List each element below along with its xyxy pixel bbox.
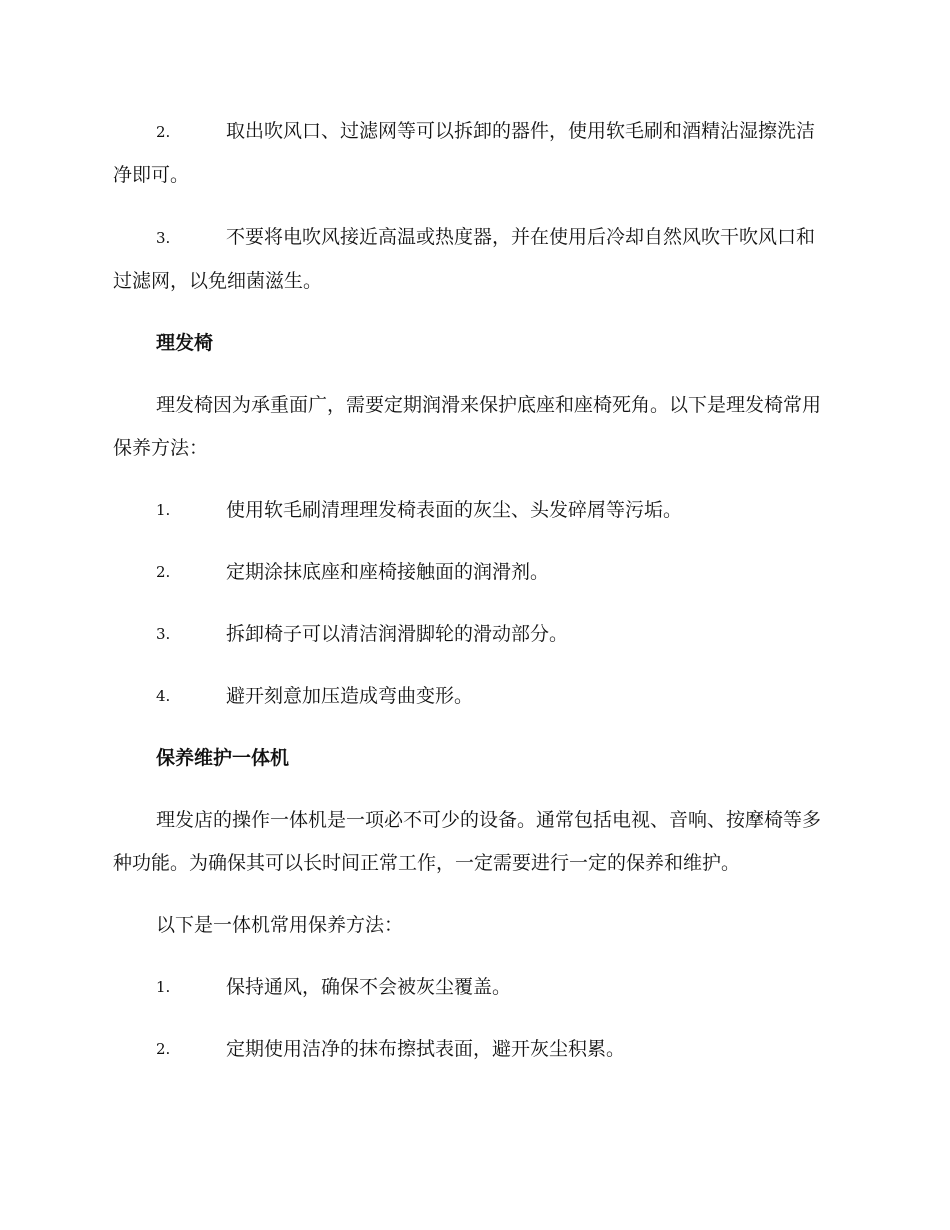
list-item [113,551,833,594]
list-text: 避开刻意加压造成弯曲变形。 [226,685,474,707]
list-item [113,489,833,532]
list-item [113,966,833,1009]
list-number: 2. [156,123,171,141]
list-number: 2. [156,1040,171,1058]
list-text: 定期涂抹底座和座椅接触面的润滑剂。 [226,561,550,583]
list-number: 1. [156,978,171,996]
list-number: 2. [156,563,171,581]
list-number: 1. [156,501,171,519]
list-item [113,216,833,303]
list-item [113,613,833,656]
list-item [113,1028,833,1071]
section-heading: 保养维护一体机 [156,747,290,769]
list-text: 保持通风，确保不会被灰尘覆盖。 [226,976,512,998]
list-text: 取出吹风口、过滤网等可以拆卸的器件，使用软毛刷和酒精沾湿擦洗洁净即可。 [113,120,816,186]
list-number: 4. [156,687,171,705]
list-text: 不要将电吹风接近高温或热度器，并在使用后冷却自然风吹干吹风口和过滤网，以免细菌滋生。 [113,226,816,292]
list-item [113,675,833,718]
document-body [113,110,833,1090]
section-paragraph: 理发椅因为承重面广，需要定期润滑来保护底座和座椅死角。以下是理发椅常用保养方法： [113,394,822,459]
section-paragraph: 以下是一体机常用保养方法： [156,914,404,936]
section-heading: 理发椅 [156,332,214,354]
list-number: 3. [156,625,171,643]
list-number: 3. [156,229,171,247]
list-item [113,110,833,197]
list-text: 使用软毛刷清理理发椅表面的灰尘、头发碎屑等污垢。 [226,499,683,521]
list-text: 定期使用洁净的抹布擦拭表面，避开灰尘积累。 [226,1038,626,1060]
list-text: 拆卸椅子可以清洁润滑脚轮的滑动部分。 [226,623,569,645]
section-paragraph: 理发店的操作一体机是一项必不可少的设备。通常包括电视、音响、按摩椅等多种功能。为确保其可以长时间正常工作，一定需要进行一定的保养和维护。 [113,809,822,874]
